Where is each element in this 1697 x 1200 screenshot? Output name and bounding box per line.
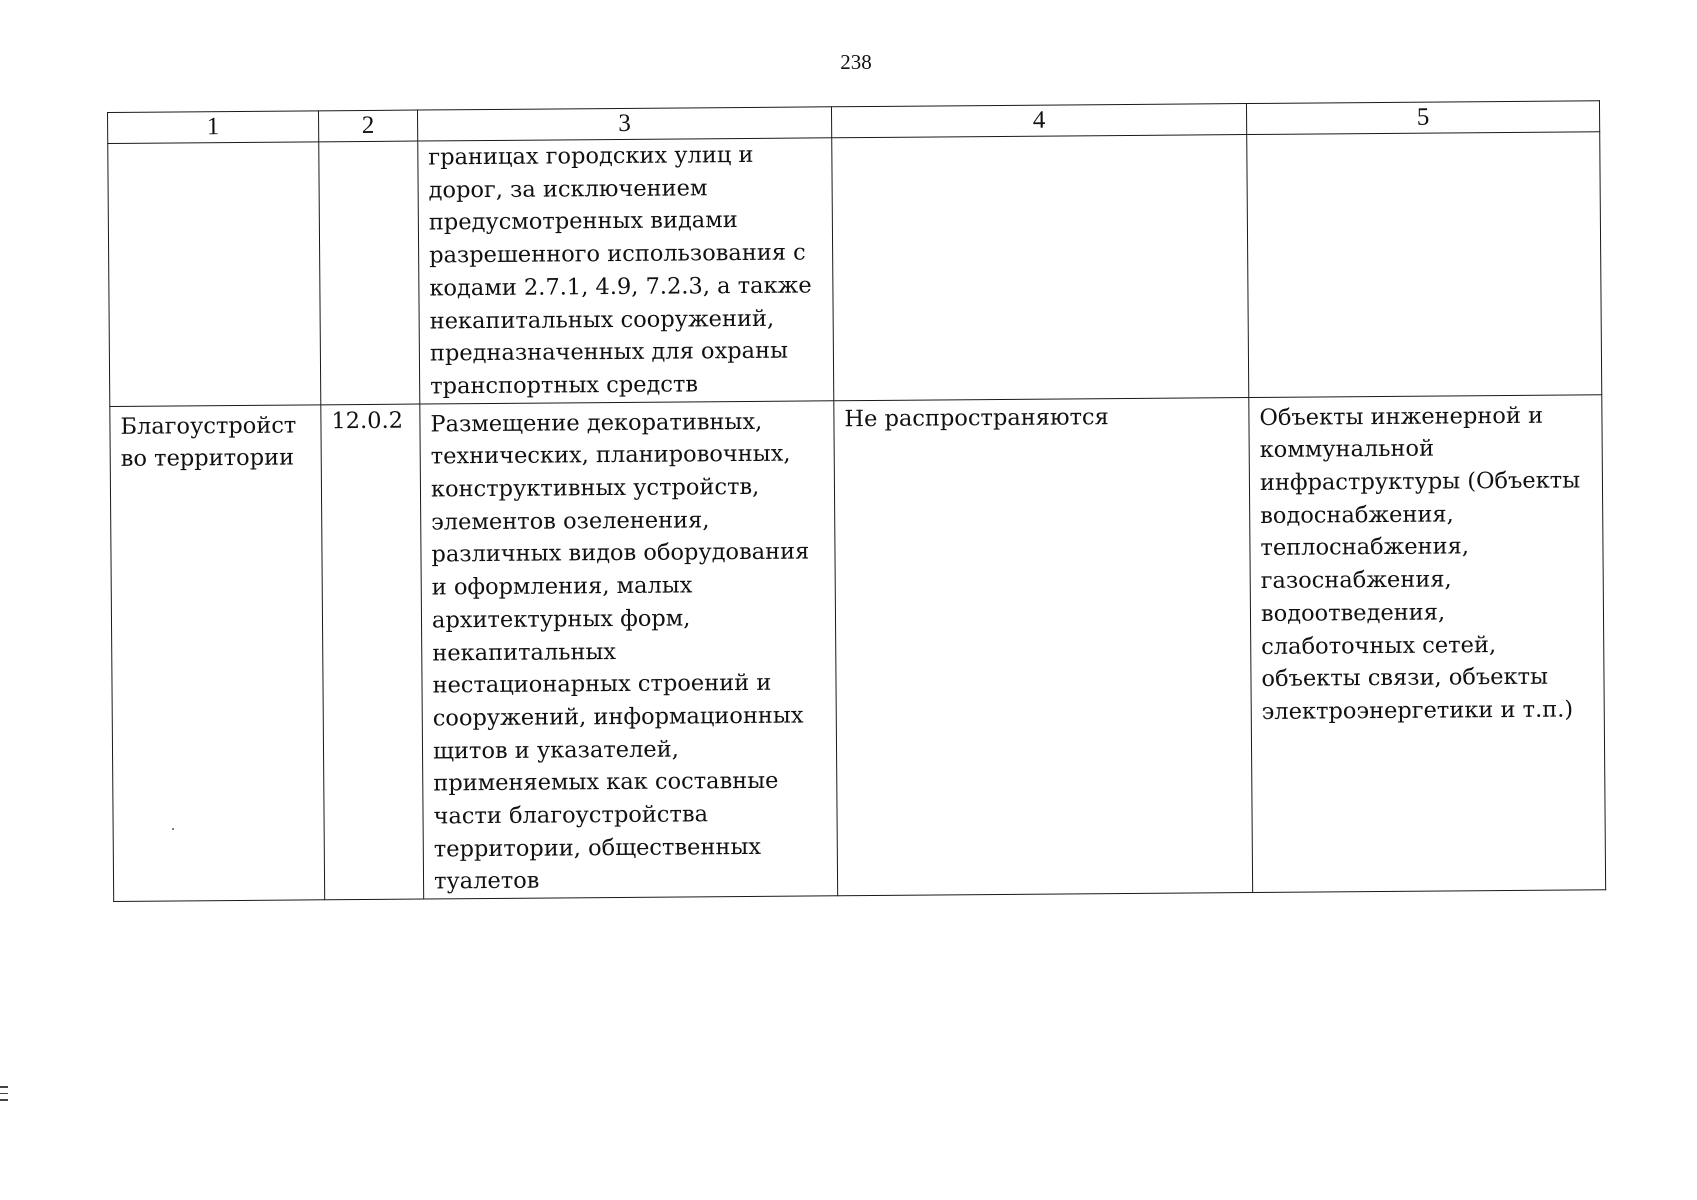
cell-restrictions: Не распространяются [834,397,1253,896]
margin-tick-marks [0,1086,8,1106]
text-line: применяемых как составные [433,768,779,797]
cell-empty [832,135,1249,401]
text-line: Размещение декоративных, [430,408,763,438]
header-col-1: 1 [108,111,319,144]
scan-speck [172,828,174,830]
text-line: дорог, за исключением [428,174,708,204]
cell-description [420,400,838,899]
text-line: сооружений, информационных [432,702,804,732]
text-line: некапитальных [432,638,617,667]
text-line: предусмотренных видами [428,207,738,236]
text-line: некапитальных сооружений, [429,305,775,334]
text-line: во территории [120,444,295,473]
tick-line [0,1093,8,1095]
tick-line [0,1099,8,1101]
text-line: технических, планировочных, [430,440,791,470]
header-col-2: 2 [318,110,417,142]
text-line: объекты связи, объекты [1261,663,1549,693]
cell-auxiliary-uses [1249,394,1606,892]
cell-empty [108,142,321,406]
table-row [110,394,1606,901]
text-line: нестационарных строений и [432,670,772,699]
text-line: Объекты инженерной и [1259,402,1544,431]
text-line: и оформления, малых [431,572,693,601]
text-line: конструктивных устройств, [430,473,760,503]
text-line: инфраструктуры (Объекты [1259,467,1581,496]
text-line: коммунальной [1259,435,1435,464]
cell-empty [319,141,420,404]
text-line: границах городских улиц и [428,141,754,171]
header-col-5: 5 [1246,101,1599,135]
header-col-4: 4 [831,104,1246,138]
text-line: элементов озеленения, [431,507,710,536]
text-line: разрешенного использования с [429,239,806,269]
text-line: транспортных средств [430,371,699,400]
text-line: газоснабжения, [1260,566,1452,595]
cell-use-type-name [110,404,325,901]
text-line: части благоустройства [433,801,709,830]
header-col-3: 3 [417,107,831,141]
tick-line [0,1086,8,1088]
text-line: электроэнергетики и т.п.) [1261,696,1574,725]
table-row [108,132,1602,406]
text-line: теплоснабжения, [1260,533,1470,562]
cell-empty [1247,132,1602,397]
page-number: 238 [840,50,872,74]
text-line: водоснабжения, [1260,501,1454,529]
text-line: Благоустройст [120,412,297,440]
text-line: щитов и указателей, [432,736,679,765]
text-line: слаботочных сетей, [1261,631,1497,660]
text-line: кодами 2.7.1, 4.9, 7.2.3, а также [429,272,812,302]
text-line: территории, общественных [433,833,762,863]
regulations-table [107,100,1606,902]
cell-description-continued [418,138,834,404]
text-line: архитектурных форм, [431,605,691,634]
text-line: предназначенных для охраны [429,337,789,367]
text-line: различных видов оборудования [431,538,810,568]
cell-use-type-code: 12.0.2 [321,404,424,900]
text-line: туалетов [433,868,540,895]
text-line: водоотведения, [1260,599,1446,627]
